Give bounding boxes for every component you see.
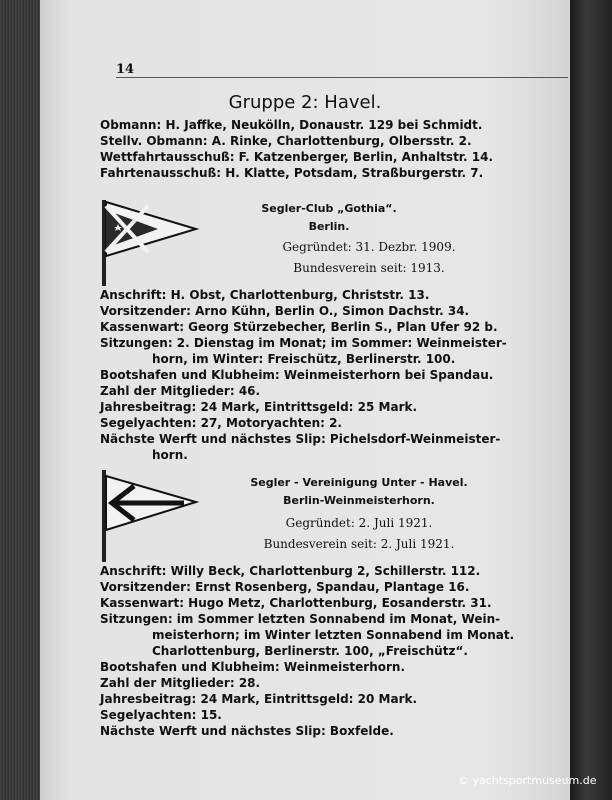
- club-detail-line: Nächste Werft und nächstes Slip: Pichelsdorf-Weinmeister-: [100, 432, 501, 446]
- page-stack-left: [0, 0, 40, 800]
- club-detail-line: Sitzungen: 2. Dienstag im Monat; im Sommer: Weinmeister-: [100, 336, 507, 350]
- group-official-line: Fahrtenausschuß: H. Klatte, Potsdam, Straßburgerstr. 7.: [100, 166, 484, 180]
- club-detail-line: Charlottenburg, Berlinerstr. 100, „Freischütz“.: [152, 644, 468, 658]
- club-city: Berlin-Weinmeisterhorn.: [283, 494, 435, 507]
- club-detail-line: Sitzungen: im Sommer letzten Sonnabend im Monat, Wein-: [100, 612, 501, 626]
- book-page: [40, 0, 570, 800]
- club-detail-line: Vorsitzender: Ernst Rosenberg, Spandau, Plantage 16.: [100, 580, 470, 594]
- club-detail-line: Nächste Werft und nächstes Slip: Boxfelde.: [100, 724, 394, 738]
- club-founded: Gegründet: 31. Dezbr. 1909.: [282, 240, 456, 254]
- club-detail-line: Bootshafen und Klubheim: Weinmeisterhorn.: [100, 660, 406, 674]
- club-detail-line: horn.: [152, 448, 188, 462]
- club-detail-line: Zahl der Mitglieder: 46.: [100, 384, 261, 398]
- page-number: 14: [116, 62, 135, 77]
- club-detail-line: Bootshafen und Klubheim: Weinmeisterhorn bei Spandau.: [100, 368, 494, 382]
- page-stack-right: [570, 0, 612, 800]
- club-detail-line: Vorsitzender: Arno Kühn, Berlin O., Simon Dachstr. 34.: [100, 304, 470, 318]
- club-name: Segler - Vereinigung Unter - Havel.: [250, 476, 468, 489]
- club-detail-line: Kassenwart: Georg Stürzebecher, Berlin S., Plan Ufer 92 b.: [100, 320, 498, 334]
- club-detail-line: Zahl der Mitglieder: 28.: [100, 676, 261, 690]
- club-detail-line: Segelyachten: 15.: [100, 708, 222, 722]
- club-name: Segler-Club „Gothia“.: [261, 202, 397, 215]
- club-detail-line: meisterhorn; im Winter letzten Sonnabend im Monat.: [152, 628, 515, 642]
- watermark-credit: © yachtsportmuseum.de: [458, 774, 597, 787]
- club-detail-line: Kassenwart: Hugo Metz, Charlottenburg, Eosanderstr. 31.: [100, 596, 492, 610]
- club-detail-line: Segelyachten: 27, Motoryachten: 2.: [100, 416, 342, 430]
- club-founded: Gegründet: 2. Juli 1921.: [285, 516, 433, 530]
- club-member-since: Bundesverein seit: 2. Juli 1921.: [263, 537, 455, 551]
- club-member-since: Bundesverein seit: 1913.: [293, 261, 445, 275]
- club-detail-line: Anschrift: H. Obst, Charlottenburg, Christstr. 13.: [100, 288, 430, 302]
- group-official-line: Stellv. Obmann: A. Rinke, Charlottenburg, Olbersstr. 2.: [100, 134, 472, 148]
- page-title: Gruppe 2: Havel.: [228, 92, 382, 113]
- group-official-line: Obmann: H. Jaffke, Neukölln, Donaustr. 129 bei Schmidt.: [100, 118, 483, 132]
- group-official-line: Wettfahrtausschuß: F. Katzenberger, Berlin, Anhaltstr. 14.: [100, 150, 494, 164]
- club-detail-line: horn, im Winter: Freischütz, Berlinerstr. 100.: [152, 352, 456, 366]
- club-detail-line: Jahresbeitrag: 24 Mark, Eintrittsgeld: 20 Mark.: [100, 692, 418, 706]
- club-city: Berlin.: [308, 220, 350, 233]
- club-detail-line: Anschrift: Willy Beck, Charlottenburg 2, Schillerstr. 112.: [100, 564, 481, 578]
- club-detail-line: Jahresbeitrag: 24 Mark, Eintrittsgeld: 25 Mark.: [100, 400, 418, 414]
- header-rule: [116, 77, 568, 78]
